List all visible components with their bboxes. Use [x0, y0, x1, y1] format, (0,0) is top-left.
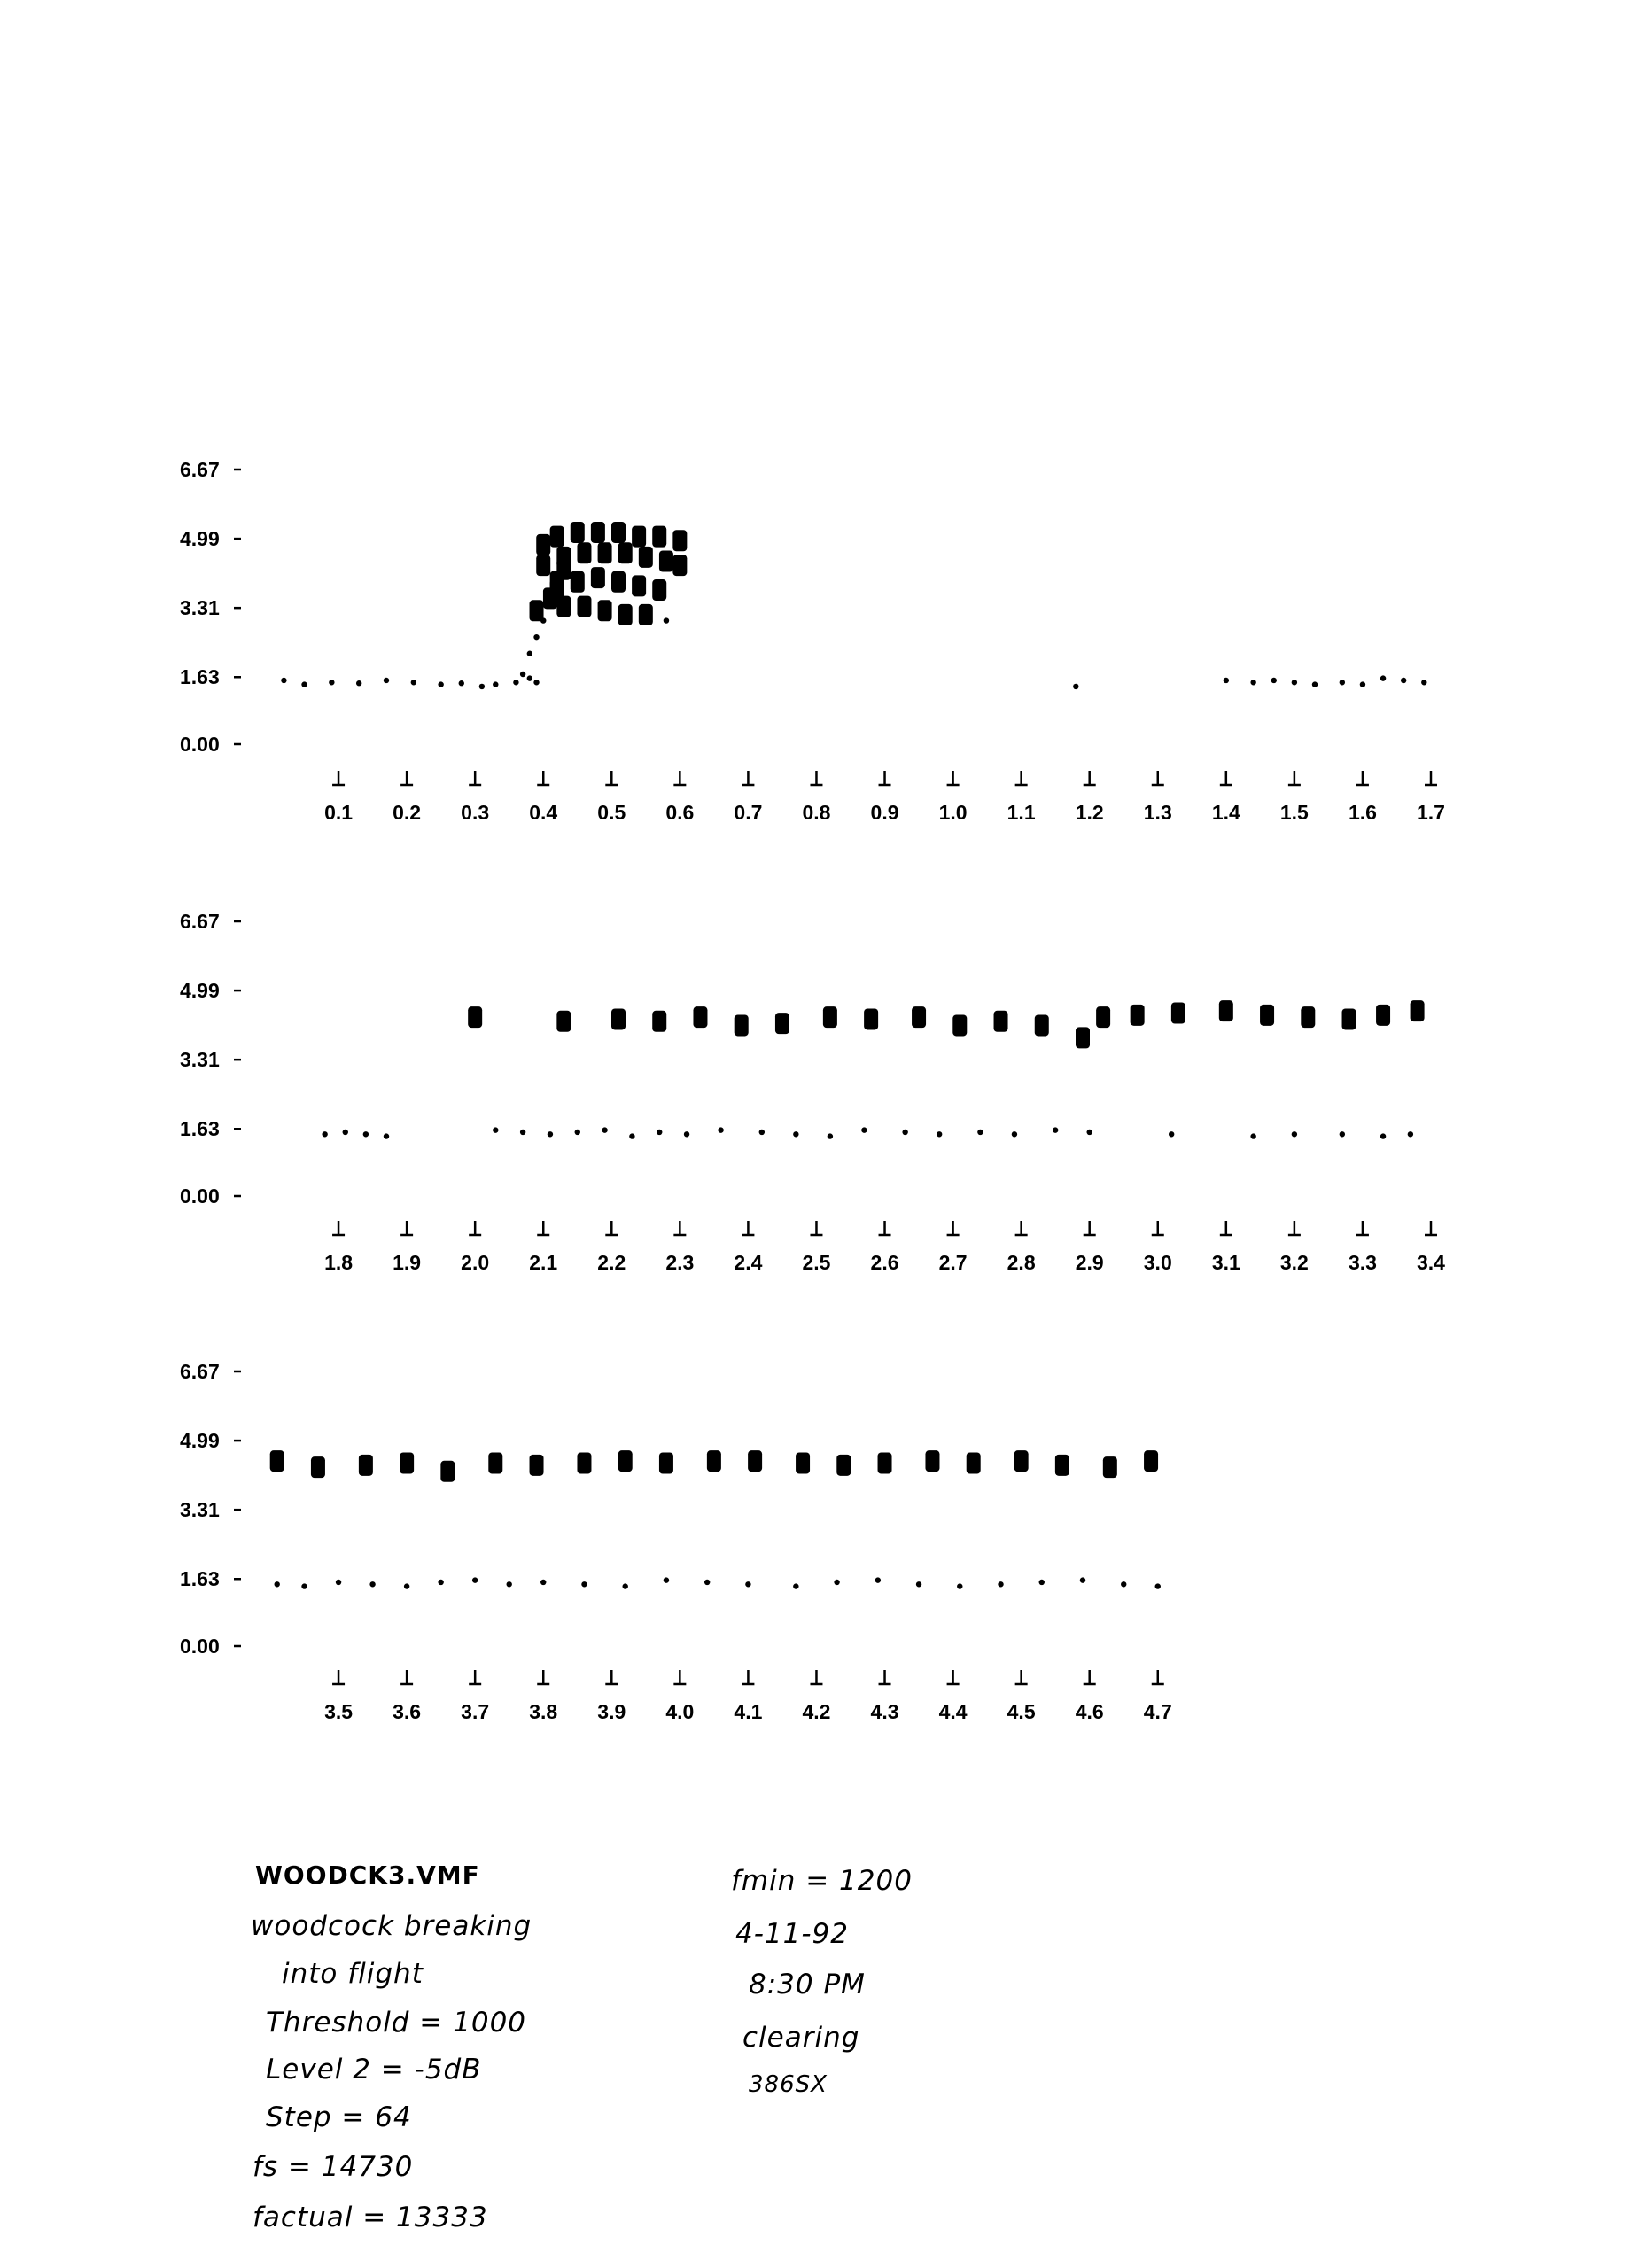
- y-tick-label: 0.00: [180, 1184, 220, 1208]
- data-point: [581, 1581, 587, 1587]
- x-tick-label: 3.5: [324, 1700, 354, 1723]
- y-tick-label: 4.99: [180, 1429, 220, 1453]
- data-point: [571, 571, 585, 593]
- data-point: [718, 1127, 723, 1132]
- data-point: [1055, 1455, 1069, 1476]
- data-point: [530, 1455, 544, 1476]
- data-point: [530, 600, 544, 621]
- note-fs: fs = 14730: [253, 2151, 414, 2183]
- data-point: [659, 551, 673, 572]
- x-tick-label: 2.9: [1075, 1251, 1104, 1274]
- data-point: [343, 1130, 348, 1135]
- data-point: [632, 575, 646, 596]
- data-point: [411, 680, 416, 685]
- data-point: [1301, 1006, 1315, 1028]
- data-point: [1292, 1131, 1297, 1137]
- data-point: [1376, 1005, 1390, 1026]
- data-point: [759, 1130, 765, 1135]
- data-point: [527, 675, 532, 680]
- data-point: [1103, 1456, 1117, 1478]
- y-tick-label: 6.67: [180, 910, 220, 933]
- note-threshold: Threshold = 1000: [266, 2007, 527, 2039]
- data-point: [659, 1453, 673, 1474]
- note-time: 8:30 PM: [749, 1969, 866, 2000]
- data-point: [322, 1131, 327, 1137]
- x-tick-label: 4.6: [1075, 1700, 1104, 1723]
- data-point: [472, 1577, 478, 1582]
- data-point: [1360, 681, 1365, 687]
- data-point: [704, 1580, 710, 1585]
- data-point: [575, 1130, 580, 1135]
- data-point: [1380, 1133, 1386, 1138]
- data-point: [735, 1014, 749, 1036]
- x-tick-label: 0.7: [734, 801, 763, 824]
- data-point: [672, 530, 687, 551]
- x-tick-label: 2.1: [529, 1251, 558, 1274]
- data-point: [632, 526, 646, 548]
- note-date: 4-11-92: [735, 1918, 849, 1950]
- data-point: [684, 1131, 689, 1137]
- data-point: [281, 678, 286, 683]
- data-point: [652, 526, 666, 548]
- data-point: [459, 680, 464, 686]
- data-point: [1250, 1133, 1255, 1138]
- data-point: [369, 1581, 375, 1587]
- data-point: [1292, 680, 1297, 685]
- data-point: [937, 1131, 942, 1137]
- x-tick-label: 3.9: [597, 1700, 626, 1723]
- data-point: [639, 604, 653, 625]
- data-point: [775, 1013, 789, 1034]
- data-point: [618, 542, 633, 563]
- x-tick-label: 3.4: [1417, 1251, 1445, 1274]
- y-tick-label: 4.99: [180, 979, 220, 1003]
- data-point: [1076, 1027, 1090, 1048]
- data-point: [540, 1580, 546, 1585]
- data-point: [400, 1453, 414, 1474]
- data-point: [916, 1581, 921, 1587]
- data-point: [1342, 1008, 1356, 1029]
- x-tick-label: 3.0: [1143, 1251, 1172, 1274]
- x-tick-label: 1.6: [1348, 801, 1377, 824]
- x-tick-label: 3.7: [461, 1700, 490, 1723]
- data-point: [793, 1131, 798, 1137]
- data-point: [359, 1455, 373, 1476]
- x-tick-label: 0.6: [665, 801, 695, 824]
- data-point: [1080, 1577, 1085, 1582]
- data-point: [1340, 680, 1345, 685]
- data-point: [556, 547, 571, 568]
- data-point: [1155, 1583, 1161, 1588]
- x-tick-label: 2.7: [938, 1251, 968, 1274]
- data-point: [796, 1453, 810, 1474]
- data-point: [301, 681, 307, 687]
- x-tick-label: 4.7: [1143, 1700, 1172, 1723]
- x-tick-label: 3.1: [1211, 1251, 1240, 1274]
- x-tick-label: 0.5: [597, 801, 626, 824]
- data-point: [598, 542, 612, 563]
- note-factual: factual = 13333: [253, 2202, 488, 2233]
- data-point: [912, 1006, 926, 1028]
- y-tick-label: 6.67: [180, 1360, 220, 1383]
- data-point: [611, 1008, 626, 1029]
- data-point: [384, 678, 389, 683]
- x-tick-label: 3.2: [1279, 1251, 1309, 1274]
- y-tick-label: 3.31: [180, 1048, 220, 1072]
- data-point: [1219, 1000, 1233, 1021]
- data-point: [823, 1006, 837, 1028]
- note-fmin: fmin = 1200: [731, 1865, 913, 1897]
- x-tick-label: 1.9: [393, 1251, 422, 1274]
- data-point: [438, 681, 443, 687]
- data-point: [591, 522, 605, 543]
- data-point: [275, 1581, 280, 1587]
- data-point: [611, 571, 626, 593]
- data-point: [693, 1006, 707, 1028]
- data-point: [329, 680, 334, 685]
- data-point: [664, 1577, 669, 1582]
- note-weather: clearing: [742, 2022, 860, 2054]
- data-point: [577, 542, 591, 563]
- data-point: [1171, 1003, 1185, 1024]
- data-point: [533, 634, 539, 640]
- data-point: [652, 579, 666, 601]
- data-point: [513, 680, 518, 685]
- data-point: [834, 1580, 839, 1585]
- x-tick-label: 3.3: [1348, 1251, 1377, 1274]
- data-point: [571, 522, 585, 543]
- data-point: [577, 1453, 591, 1474]
- data-point: [878, 1453, 892, 1474]
- data-point: [404, 1583, 409, 1588]
- data-point: [925, 1450, 939, 1472]
- data-point: [533, 680, 539, 685]
- x-tick-label: 0.8: [802, 801, 831, 824]
- y-tick-label: 0.00: [180, 733, 220, 756]
- data-point: [836, 1455, 851, 1476]
- data-point: [618, 1450, 633, 1472]
- data-point: [1087, 1130, 1092, 1135]
- data-point: [1012, 1131, 1017, 1137]
- x-tick-label: 0.4: [529, 801, 558, 824]
- note-filename: WOODCK3.VMF: [255, 1860, 480, 1890]
- data-point: [1096, 1006, 1110, 1028]
- data-point: [664, 617, 669, 623]
- data-point: [748, 1450, 762, 1472]
- note-level: Level 2 = -5dB: [266, 2054, 482, 2085]
- x-tick-label: 0.9: [870, 801, 899, 824]
- y-tick-label: 0.00: [180, 1635, 220, 1658]
- data-point: [1039, 1580, 1045, 1585]
- data-point: [1260, 1005, 1274, 1026]
- x-tick-label: 4.0: [665, 1700, 695, 1723]
- data-point: [577, 596, 591, 617]
- x-tick-label: 2.4: [734, 1251, 763, 1274]
- x-tick-label: 1.4: [1211, 801, 1240, 824]
- data-point: [629, 1133, 634, 1138]
- data-point: [1121, 1581, 1126, 1587]
- data-point: [672, 555, 687, 576]
- x-tick-label: 2.2: [597, 1251, 626, 1274]
- data-point: [468, 1006, 482, 1028]
- note-description-1: woodcock breaking: [251, 1910, 532, 1942]
- data-point: [1250, 680, 1255, 685]
- x-tick-label: 1.3: [1143, 801, 1172, 824]
- data-point: [440, 1461, 455, 1482]
- x-tick-label: 2.5: [802, 1251, 831, 1274]
- data-point: [301, 1583, 307, 1588]
- x-tick-label: 1.0: [938, 801, 968, 824]
- x-tick-label: 3.8: [529, 1700, 558, 1723]
- x-tick-label: 2.6: [870, 1251, 899, 1274]
- data-point: [793, 1583, 798, 1588]
- data-point: [1014, 1450, 1029, 1472]
- data-point: [618, 604, 633, 625]
- x-tick-label: 4.1: [734, 1700, 763, 1723]
- data-point: [639, 547, 653, 568]
- x-tick-label: 0.3: [461, 801, 490, 824]
- data-point: [864, 1008, 878, 1029]
- y-tick-label: 3.31: [180, 596, 220, 620]
- data-point: [488, 1453, 502, 1474]
- data-point: [479, 684, 485, 689]
- data-point: [1421, 680, 1426, 685]
- data-point: [336, 1580, 341, 1585]
- data-point: [1271, 678, 1277, 683]
- data-point: [1169, 1131, 1174, 1137]
- x-tick-label: 1.5: [1279, 801, 1309, 824]
- x-tick-label: 2.0: [461, 1251, 490, 1274]
- data-point: [602, 1127, 607, 1132]
- data-point: [493, 681, 498, 687]
- data-point: [611, 522, 626, 543]
- data-point: [957, 1583, 962, 1588]
- note-computer: 386SX: [749, 2071, 828, 2098]
- data-point: [1411, 1000, 1425, 1021]
- data-point: [527, 651, 532, 656]
- x-tick-label: 1.2: [1075, 801, 1104, 824]
- data-point: [952, 1014, 967, 1036]
- data-point: [994, 1011, 1008, 1032]
- x-tick-label: 2.8: [1007, 1251, 1036, 1274]
- data-point: [536, 534, 550, 555]
- x-tick-label: 4.5: [1007, 1700, 1036, 1723]
- x-tick-label: 1.1: [1007, 801, 1036, 824]
- data-point: [556, 596, 571, 617]
- data-point: [652, 1011, 666, 1032]
- data-point: [657, 1130, 662, 1135]
- data-point: [1131, 1005, 1145, 1026]
- data-point: [1035, 1014, 1049, 1036]
- data-point: [1144, 1450, 1158, 1472]
- data-point: [520, 672, 525, 677]
- x-tick-label: 0.2: [393, 801, 422, 824]
- data-point: [550, 526, 564, 548]
- x-tick-label: 0.1: [324, 801, 354, 824]
- y-tick-label: 1.63: [180, 1117, 220, 1141]
- data-point: [270, 1450, 284, 1472]
- data-point: [1053, 1127, 1058, 1132]
- data-point: [556, 1011, 571, 1032]
- data-point: [1401, 678, 1406, 683]
- data-point: [977, 1130, 983, 1135]
- data-point: [967, 1453, 981, 1474]
- data-point: [363, 1131, 369, 1137]
- data-point: [520, 1130, 525, 1135]
- data-point: [745, 1581, 750, 1587]
- x-tick-label: 4.4: [938, 1700, 968, 1723]
- x-tick-label: 3.6: [393, 1700, 422, 1723]
- data-point: [1312, 681, 1318, 687]
- y-tick-label: 1.63: [180, 1567, 220, 1591]
- data-point: [1073, 684, 1078, 689]
- note-description-2: into flight: [282, 1958, 424, 1990]
- data-point: [1408, 1131, 1413, 1137]
- data-point: [438, 1580, 443, 1585]
- data-point: [875, 1577, 881, 1582]
- data-point: [902, 1130, 907, 1135]
- data-point: [536, 555, 550, 576]
- data-point: [507, 1581, 512, 1587]
- data-point: [311, 1456, 325, 1478]
- x-tick-label: 1.8: [324, 1251, 354, 1274]
- data-point: [1224, 678, 1229, 683]
- x-tick-label: 4.3: [870, 1700, 899, 1723]
- data-point: [384, 1133, 389, 1138]
- x-tick-label: 4.2: [802, 1700, 831, 1723]
- data-point: [998, 1581, 1003, 1587]
- note-step: Step = 64: [266, 2101, 412, 2133]
- data-point: [598, 600, 612, 621]
- data-point: [591, 567, 605, 588]
- data-point: [861, 1127, 867, 1132]
- data-point: [1340, 1131, 1345, 1137]
- data-point: [828, 1133, 833, 1138]
- x-tick-label: 2.3: [665, 1251, 695, 1274]
- data-point: [707, 1450, 721, 1472]
- y-tick-label: 1.63: [180, 665, 220, 689]
- data-point: [548, 1131, 553, 1137]
- y-tick-label: 6.67: [180, 458, 220, 481]
- data-point: [1380, 675, 1386, 680]
- y-tick-label: 4.99: [180, 527, 220, 551]
- x-tick-label: 1.7: [1417, 801, 1445, 824]
- data-point: [623, 1583, 628, 1588]
- y-tick-label: 3.31: [180, 1498, 220, 1522]
- data-point: [356, 680, 361, 686]
- data-point: [493, 1127, 498, 1132]
